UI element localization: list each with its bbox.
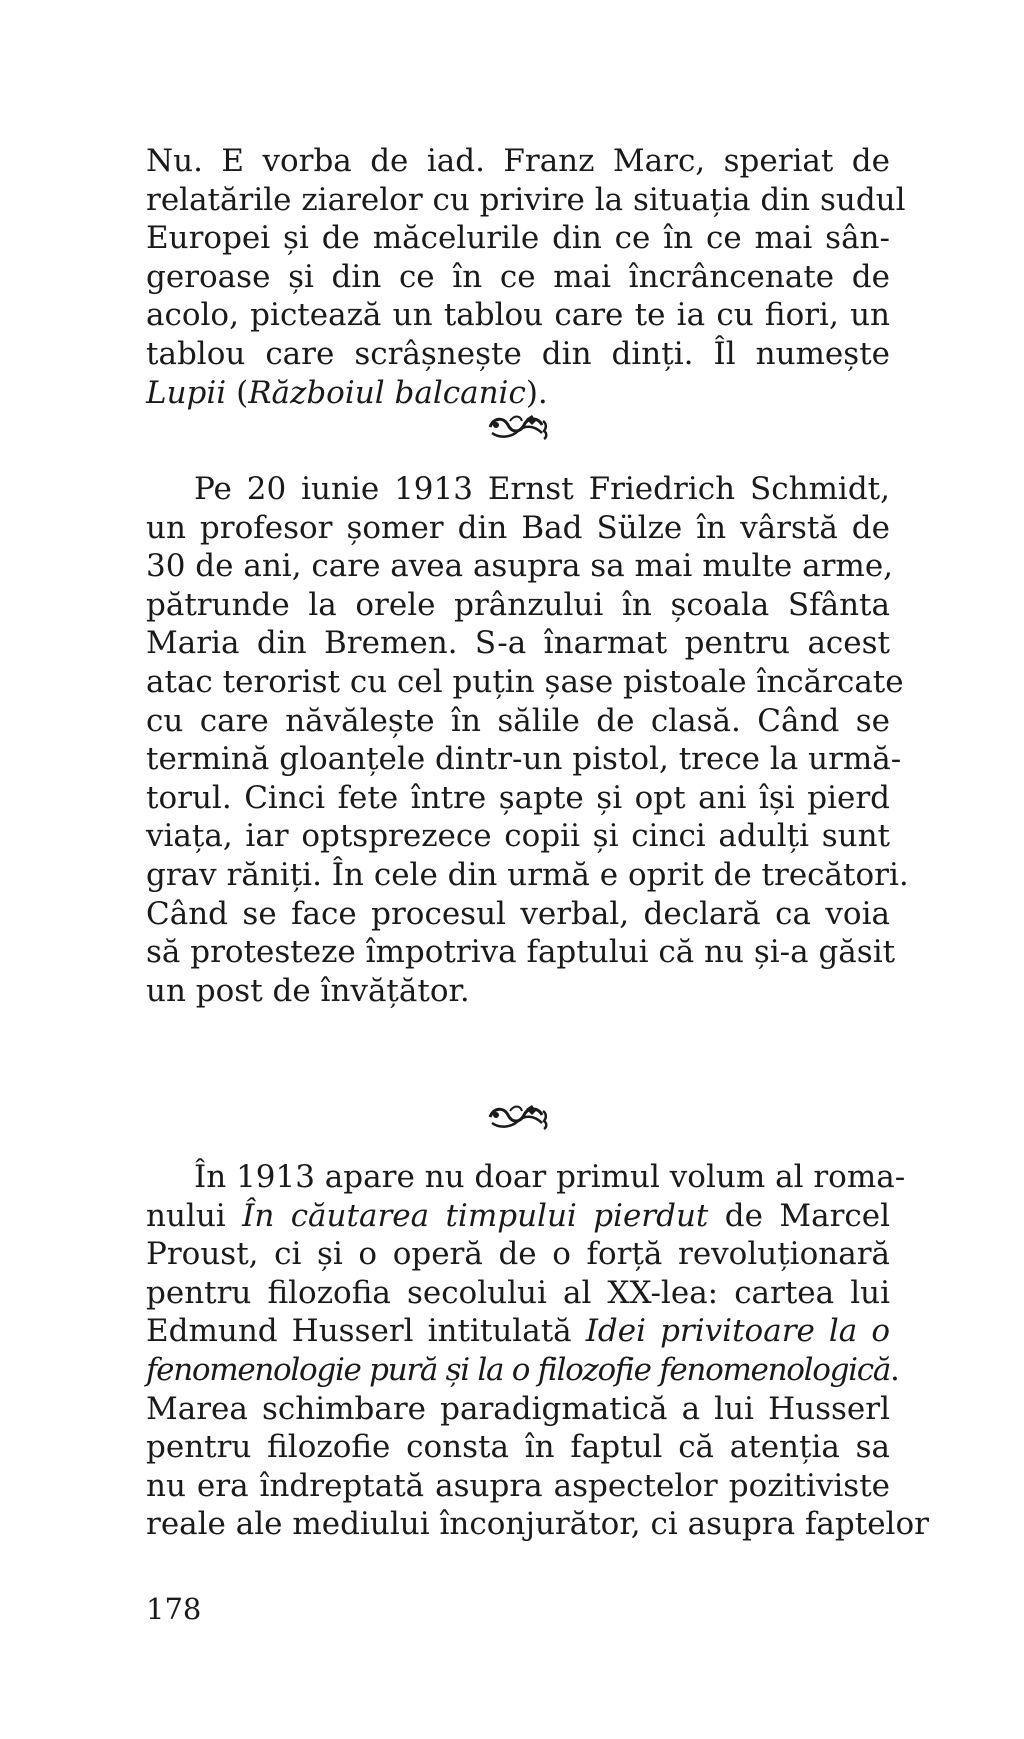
text-line: Nu. E vorba de iad. Franz Marc, speriat de bbox=[146, 143, 890, 179]
text-line bbox=[146, 1351, 899, 1390]
text-line: să protesteze împotriva faptului că nu și-a găsit bbox=[146, 934, 896, 971]
text-line: 30 de ani, care avea asupra sa mai multe arme, bbox=[146, 548, 894, 585]
fleuron-ornament-icon bbox=[486, 413, 550, 441]
text-line: În 1913 apare nu doar primul volum al roma- bbox=[194, 1159, 906, 1195]
text-run: . bbox=[890, 1351, 899, 1388]
text-line bbox=[146, 1197, 890, 1236]
text-line: termină gloanțele dintr-un pistol, trece la urmă- bbox=[146, 741, 902, 778]
text-run: ). bbox=[525, 374, 548, 411]
text-line: Maria din Bremen. S-a înarmat pentru acest bbox=[146, 625, 890, 662]
text-line: viața, iar optsprezece copii și cinci adulți sunt bbox=[146, 818, 890, 855]
text-line: Marea schimbare paradigmatică a lui Husserl bbox=[146, 1390, 890, 1427]
text-line: cu care năvălește în sălile de clasă. Când se bbox=[146, 702, 890, 739]
painting-title-italic: Lupii bbox=[146, 374, 227, 411]
text-run: de Marcel bbox=[708, 1197, 891, 1234]
text-line: pătrunde la orele prânzului în școala Sfânta bbox=[146, 586, 890, 623]
text-line: un profesor șomer din Bad Sülze în vârstă de bbox=[146, 509, 890, 546]
text-line: relatările ziarelor cu privire la situația din sudul bbox=[146, 181, 906, 218]
text-line: acolo, pictează un tablou care te ia cu fiori, un bbox=[146, 297, 890, 334]
text-line: torul. Cinci fete între șapte și opt ani își pierd bbox=[146, 779, 890, 816]
paragraph-husserl bbox=[146, 1158, 929, 1544]
text-line: Când se face procesul verbal, declară ca voia bbox=[146, 895, 890, 932]
fleuron-ornament-icon bbox=[486, 1103, 550, 1131]
text-line: pentru filozofia secolului al XX-lea: cartea lui bbox=[146, 1274, 890, 1311]
text-line: Pe 20 iunie 1913 Ernst Friedrich Schmidt, bbox=[194, 471, 890, 507]
text-line bbox=[146, 374, 890, 413]
paragraph-bremen-school bbox=[146, 470, 909, 1010]
text-line bbox=[146, 1312, 890, 1351]
text-line: pentru filozofie consta în faptul că atenția sa bbox=[146, 1429, 890, 1466]
painting-subtitle-italic: Războiul balcanic bbox=[248, 374, 526, 411]
text-line: Proust, ci și o operă de o forță revoluționară bbox=[146, 1236, 890, 1273]
text-line: nu era îndreptată asupra aspectelor pozitiviste bbox=[146, 1467, 890, 1504]
text-run: ( bbox=[226, 374, 249, 411]
text-line: grav răniți. În cele din urmă e oprit de trecători. bbox=[146, 856, 909, 893]
book-title-italic: În căutarea timpului pierdut bbox=[242, 1197, 709, 1234]
text-line: atac terorist cu cel puțin șase pistoale încărcate bbox=[146, 663, 904, 700]
text-line: Europei și de măcelurile din ce în ce mai sân- bbox=[146, 220, 890, 257]
text-line: reale ale mediului înconjurător, ci asupra faptelor bbox=[146, 1506, 929, 1543]
book-title-italic: Idei privitoare la o bbox=[585, 1313, 890, 1350]
page-number: 178 bbox=[146, 1592, 202, 1626]
text-line: geroase și din ce în ce mai încrâncenate de bbox=[146, 258, 890, 295]
paragraph-franz-marc bbox=[146, 142, 906, 412]
text-line: un post de învățător. bbox=[146, 972, 470, 1009]
text-run: nului bbox=[146, 1197, 243, 1234]
text-run: Edmund Husserl intitulată bbox=[146, 1313, 586, 1350]
book-title-italic: fenomenologie pură și la o filozofie fenomenologică bbox=[146, 1351, 891, 1388]
text-line: tablou care scrâșnește din dinți. Îl numește bbox=[146, 335, 890, 372]
